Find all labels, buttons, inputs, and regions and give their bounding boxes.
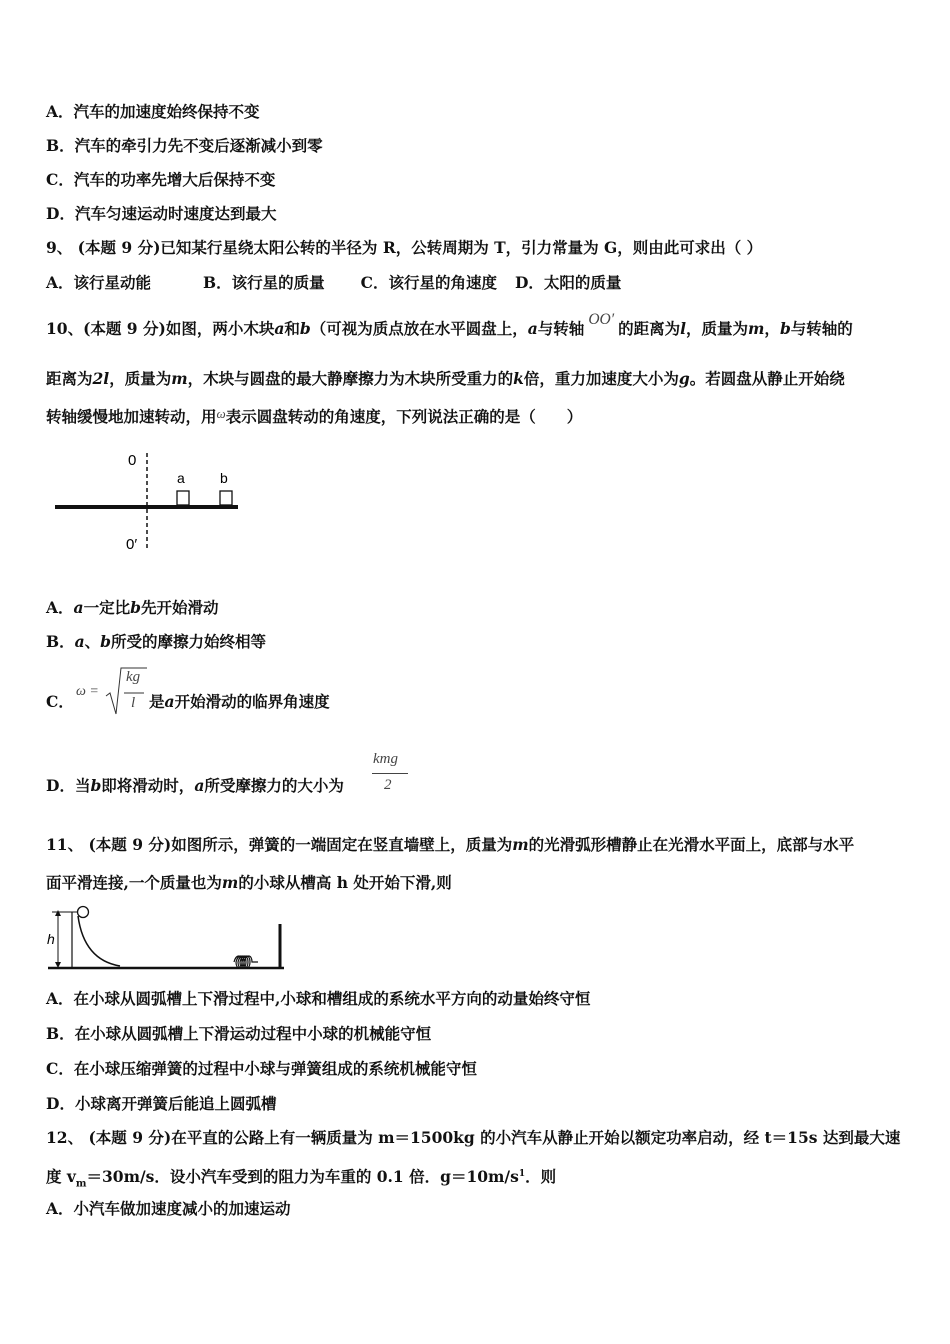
ball [78,907,89,918]
q12-stem-line1: 12、 (本题 9 分)在平直的公路上有一辆质量为 m＝1500kg 的小汽车从静止开始以额定功率启动，经 t＝15s 达到最大速 [46,1128,901,1147]
q10-stem-line3: 转轴缓慢地加速转动，用$^\omega$表示圆盘转动的角速度，下列说法正确的是（ ） [46,406,583,426]
q11-option-d: D．小球离开弹簧后能追上圆弧槽 [46,1094,277,1113]
formula-critical-omega: ω = kg l [76,664,148,720]
height-label: h [47,931,55,947]
spring [234,956,258,968]
block-a [177,491,189,505]
q11-stem-line1: 11、 (本题 9 分)如图所示，弹簧的一端固定在竖直墙壁上，质量为m的光滑弧形槽静止在光滑水平面上，底部与水平 [46,835,855,854]
q8-option-d: D．汽车匀速运动时速度达到最大 [46,204,277,223]
q8-option-a: A．汽车的加速度始终保持不变 [46,102,260,121]
q9-option-b: B．该行星的质量 [203,273,325,292]
formula-kmg-over-2: kmg 2 [370,749,410,799]
q9-option-c: C．该行星的角速度 [360,273,497,292]
q12-option-a: A．小汽车做加速度减小的加速运动 [46,1199,291,1218]
q12-stem-line2: 度 $v_m=30m/s$．设小汽车受到的阻力为车重的 0.1 倍．$g=10m/s^1$．则 [46,1167,557,1190]
axis-oo-symbol: OO′ [588,311,615,328]
omega-symbol: ω [216,406,226,421]
q9-option-a: A．该行星动能 [46,273,152,292]
block-b-label: b [220,470,228,486]
q9-option-d: D．太阳的质量 [514,273,622,292]
block-b [220,491,232,505]
q11-stem-line2: 面平滑连接,一个质量也为m的小球从槽高 h 处开始下滑,则 [46,873,452,892]
q11-option-c: C．在小球压缩弹簧的过程中小球与弹簧组成的系统机械能守恒 [46,1059,477,1078]
q10-option-a: A．a一定比b先开始滑动 [46,598,219,617]
q10-stem-line2: 距离为2l，质量为m，木块与圆盘的最大静摩擦力为木块所受重力的k倍，重力加速度大小为g。若圆盘从静止开始绕 [46,369,845,388]
q10-option-b: B．a、b所受的摩擦力始终相等 [46,632,267,651]
q8-option-b: B．汽车的牵引力先不变后逐渐减小到零 [46,136,323,155]
q10-option-c: C． [46,692,74,711]
q11-option-a: A．在小球从圆弧槽上下滑过程中,小球和槽组成的系统水平方向的动量始终守恒 [46,989,591,1008]
q8-option-c: C．汽车的功率先增大后保持不变 [46,170,276,189]
axis-bottom-label: 0′ [126,536,138,553]
q10-figure-disk [50,445,250,560]
q10-stem-line1: 10、(本题 9 分)如图，两小木块a和b（可视为质点放在水平圆盘上，a与转轴 OO′ 的距离为l，质量为m，b与转轴的 [46,311,853,338]
q10-option-d: D．当b即将滑动时，a所受摩擦力的大小为 [46,776,344,795]
q9-options [46,273,621,293]
q10-option-c-text: 是a开始滑动的临界角速度 [149,692,330,711]
block-a-label: a [177,470,185,486]
axis-top-label: 0 [128,452,137,469]
arc-slot [78,916,120,966]
q11-figure-slope-spring [44,902,289,974]
q11-option-b: B．在小球从圆弧槽上下滑运动过程中小球的机械能守恒 [46,1024,432,1043]
q9-stem: 9、 (本题 9 分)已知某行星绕太阳公转的半径为 R，公转周期为 T，引力常量为 G，则由此可求出（ ） [46,238,763,257]
